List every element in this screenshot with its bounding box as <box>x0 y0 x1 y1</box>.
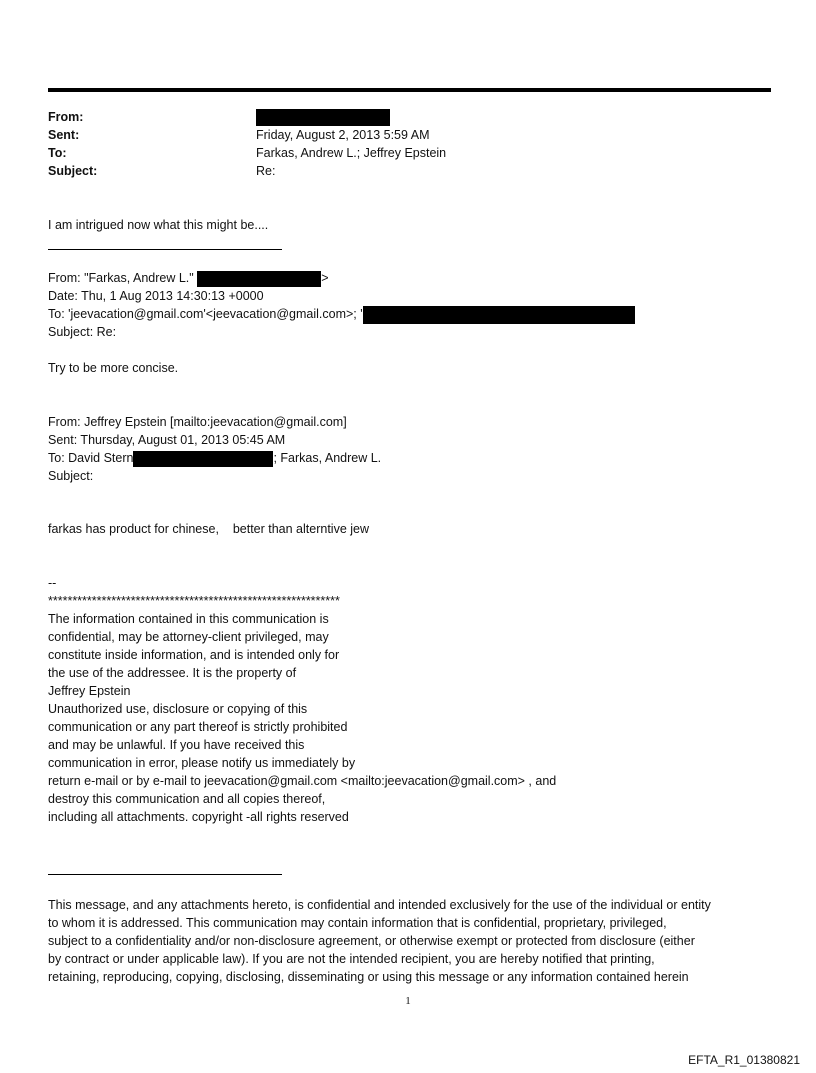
signature-line: communication in error, please notify us immediately by <box>48 756 356 770</box>
from-row <box>48 108 748 126</box>
signature-line: constitute inside information, and is intended only for <box>48 648 340 662</box>
to-row <box>48 144 748 162</box>
footer-line: subject to a confidentiality and/or non-disclosure agreement, or otherwise exempt or protected from disclosure (either <box>48 934 695 948</box>
signature-line: communication or any part thereof is strictly prohibited <box>48 720 348 734</box>
footer-separator <box>48 874 282 875</box>
redaction-box <box>363 306 635 324</box>
subject-label: Subject: <box>48 164 98 178</box>
quoted2-subject-line: Subject: <box>48 469 94 483</box>
to-value: Farkas, Andrew L.; Jeffrey Epstein <box>256 146 447 160</box>
footer-line: to whom it is addressed. This communication may contain information that is confidential, proprietary, privileged, <box>48 916 667 930</box>
signature-line: The information contained in this communication is <box>48 612 329 626</box>
signature-line: return e-mail or by e-mail to jeevacation@gmail.com <mailto:jeevacation@gmail.com> , and <box>48 774 557 788</box>
signature-line: the use of the addressee. It is the property of <box>48 666 297 680</box>
separator-line <box>48 249 282 250</box>
sent-row <box>48 126 748 144</box>
quoted-message-2: farkas has product for chinese, better than alterntive jew <box>48 522 370 536</box>
signature-line: including all attachments. copyright -all rights reserved <box>48 810 349 824</box>
intro-text: I am intrigued now what this might be.... <box>48 218 269 232</box>
quoted2-from-line: From: Jeffrey Epstein [mailto:jeevacation@gmail.com] <box>48 415 347 429</box>
quoted-from-line <box>48 269 635 287</box>
quoted2-to-line <box>48 449 381 467</box>
sent-label: Sent: <box>48 128 80 142</box>
footer-line: This message, and any attachments hereto, is confidential and intended exclusively for the use of the individual or entity <box>48 898 711 912</box>
to-label: To: <box>48 146 67 160</box>
quoted-header-1 <box>48 269 635 341</box>
signature-line: confidential, may be attorney-client privileged, may <box>48 630 329 644</box>
redaction-box <box>197 271 321 287</box>
signature-block <box>48 574 556 826</box>
quoted-to-line <box>48 305 635 323</box>
page-number: 1 <box>405 995 411 1007</box>
confidentiality-footer <box>48 896 772 986</box>
quoted-subject-line: Subject: Re: <box>48 325 117 339</box>
footer-line: retaining, reproducing, copying, disclosing, disseminating or using this message or any information contained herein <box>48 970 689 984</box>
quoted-message-1: Try to be more concise. <box>48 361 179 375</box>
from-label: From: <box>48 110 84 124</box>
quoted-to-text: To: 'jeevacation@gmail.com'<jeevacation@gmail.com>; ' <box>48 307 363 321</box>
quoted-header-2 <box>48 413 381 485</box>
sent-value: Friday, August 2, 2013 5:59 AM <box>256 128 430 142</box>
quoted2-sent-line: Sent: Thursday, August 01, 2013 05:45 AM <box>48 433 286 447</box>
quoted-date-line: Date: Thu, 1 Aug 2013 14:30:13 +0000 <box>48 289 264 303</box>
quoted-from-suffix: > <box>321 271 329 285</box>
email-header <box>48 108 748 180</box>
signature-line: and may be unlawful. If you have received this <box>48 738 305 752</box>
subject-row <box>48 162 748 180</box>
redaction-box <box>133 451 273 467</box>
from-value <box>256 108 390 126</box>
signature-line: Unauthorized use, disclosure or copying of this <box>48 702 308 716</box>
signature-dashes: -- <box>48 576 57 590</box>
redaction-box <box>256 109 390 126</box>
signature-line: destroy this communication and all copies thereof, <box>48 792 326 806</box>
quoted-from-text: From: "Farkas, Andrew L." <box>48 271 194 285</box>
quoted2-to-suffix: ; Farkas, Andrew L. <box>273 451 382 465</box>
signature-line: Jeffrey Epstein <box>48 684 131 698</box>
signature-stars: ************************************************************ <box>48 594 340 608</box>
subject-value: Re: <box>256 164 276 178</box>
footer-line: by contract or under applicable law). If you are not the intended recipient, you are hereby notified that printing, <box>48 952 655 966</box>
quoted2-to-text: To: David Stern <box>48 451 134 465</box>
header-rule <box>48 88 771 92</box>
bates-number: EFTA_R1_01380821 <box>688 1053 800 1067</box>
